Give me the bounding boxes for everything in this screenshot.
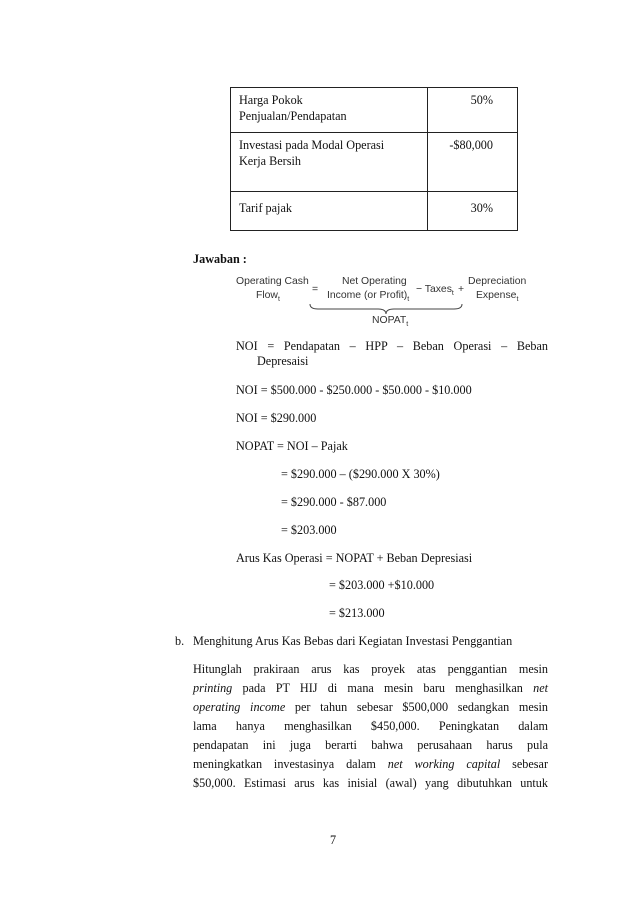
section-b-marker: b.	[175, 634, 185, 648]
noi-values: NOI = $500.000 - $250.000 - $50.000 - $10.000	[236, 383, 472, 397]
paragraph-line: lama hanya menghasilkan $450,000. Peningkatan dalam	[193, 719, 548, 733]
aruskas-step1: = $203.000 +$10.000	[329, 578, 435, 592]
table-cell-label: Investasi pada Modal Operasi Kerja Bersih	[231, 133, 428, 192]
aruskas-definition: Arus Kas Operasi = NOPAT + Beban Depresiasi	[236, 551, 473, 565]
table-row	[231, 88, 518, 133]
formula-ocf-line2: Flow$_t$	[256, 290, 280, 304]
table-cell-value: 50%	[428, 88, 518, 133]
formula-dep-line2: Expense$_t$	[476, 290, 519, 304]
formula-figure	[236, 274, 527, 329]
nopat-definition: NOPAT = NOI – Pajak	[236, 439, 348, 453]
paragraph-line: pendapatan ini juga berarti bahwa perusahaan harus pula	[193, 738, 548, 752]
table-row	[231, 133, 518, 192]
paragraph-line: printing pada PT HIJ di mana mesin baru menghasilkan net	[193, 681, 549, 695]
formula-noi-line1: Net Operating	[342, 276, 407, 287]
page-number: 7	[330, 833, 337, 847]
formula-ocf-line1: Operating Cash	[236, 276, 309, 287]
formula-noi-line2: Income (or $Profit)_t$	[327, 290, 410, 304]
paragraph	[193, 660, 548, 793]
noi-definition-line2: Depresaisi	[257, 354, 309, 368]
aruskas-step2: = $213.000	[329, 606, 385, 620]
table-cell-label: Tarif pajak	[231, 192, 428, 231]
table-cell-value: -$80,000	[428, 133, 518, 192]
nopat-step2: = $290.000 - $87.000	[281, 495, 387, 509]
noi-result: NOI = $290.000	[236, 411, 317, 425]
nopat-step1: = $290.000 – ($290.000 X 30%)	[281, 467, 440, 481]
table-row	[231, 192, 518, 231]
noi-definition-line1: NOI = Pendapatan – HPP – Beban Operasi – Beban	[236, 339, 548, 353]
formula-plus: +	[458, 284, 465, 295]
table-cell-label: Harga Pokok Penjualan/Pendapatan	[231, 88, 428, 133]
paragraph-line: Hitunglah prakiraan arus kas proyek atas penggantian mesin	[193, 662, 548, 676]
section-b-title: Menghitung Arus Kas Bebas dari Kegiatan Investasi Penggantian	[193, 634, 513, 648]
formula-taxes: − Taxes$_t$	[416, 284, 454, 298]
answer-heading: Jawaban :	[193, 252, 247, 266]
formula-equals: =	[312, 284, 319, 295]
formula-dep-line1: Depreciation	[468, 276, 527, 287]
underbrace-icon	[308, 302, 464, 316]
formula-nopat: $NOPAT_t$	[372, 315, 409, 329]
table-cell-value: 30%	[428, 192, 518, 231]
paragraph-line: $50,000. Estimasi arus kas inisial (awal) yang dibutuhkan untuk	[193, 776, 548, 790]
nopat-step3: = $203.000	[281, 523, 337, 537]
paragraph-line: operating income per tahun sebesar $500,000 sedangkan mesin	[193, 700, 548, 714]
data-table	[230, 87, 518, 231]
paragraph-line: meningkatkan investasinya dalam net working capital sebesar	[193, 757, 549, 771]
